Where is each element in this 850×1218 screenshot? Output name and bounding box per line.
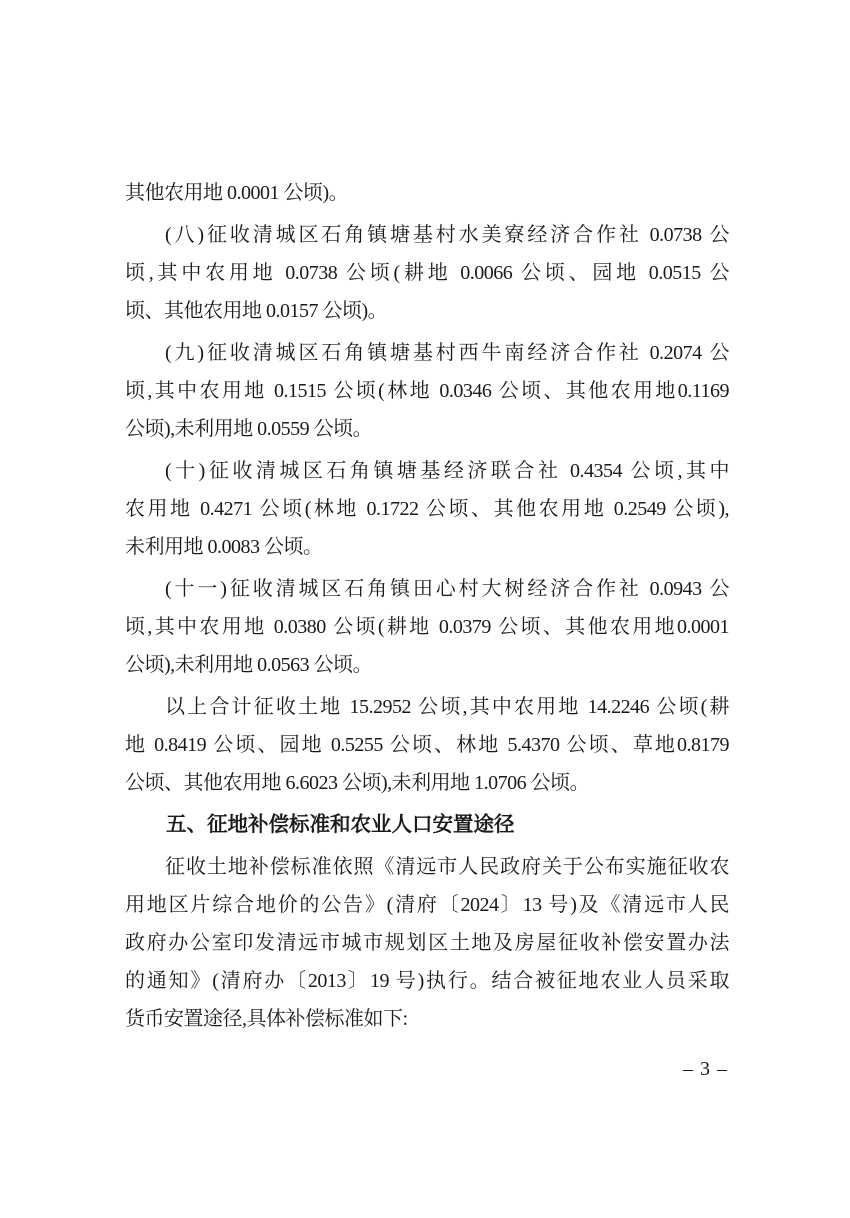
- text-line: 货币安置途径,具体补偿标准如下:: [125, 1008, 408, 1030]
- text-line: (九)征收清城区石角镇塘基村西牛南经济合作社 0.2074 公: [165, 342, 729, 364]
- text-line: 公顷、其他农用地 6.6023 公顷),未利用地 1.0706 公顷。: [125, 772, 590, 794]
- text-line: 顷,其中农用地 0.1515 公顷(林地 0.0346 公顷、其他农用地0.1169: [125, 380, 729, 402]
- text-line: 征收土地补偿标准依照《清远市人民政府关于公布实施征收农: [165, 856, 729, 878]
- text-line: 顷,其中农用地 0.0738 公顷(耕地 0.0066 公顷、园地 0.0515 公: [125, 262, 729, 284]
- text-line: 政府办公室印发清远市城市规划区土地及房屋征收补偿安置办法: [125, 932, 729, 954]
- text-line: 以上合计征收土地 15.2952 公顷,其中农用地 14.2246 公顷(耕: [165, 696, 729, 718]
- text-line: 其他农用地 0.0001 公顷)。: [125, 182, 349, 204]
- text-line: 五、征地补偿标准和农业人口安置途径: [166, 813, 515, 836]
- text-line: (八)征收清城区石角镇塘基村水美寮经济合作社 0.0738 公: [165, 224, 729, 246]
- document-content: [125, 174, 729, 1038]
- text-line: 顷、其他农用地 0.0157 公顷)。: [125, 300, 388, 322]
- text-line: (十)征收清城区石角镇塘基经济联合社 0.4354 公顷,其中: [165, 460, 729, 482]
- page-number: – 3 –: [683, 1058, 728, 1080]
- text-line: 未利用地 0.0083 公顷。: [125, 536, 323, 558]
- text-line: 公顷),未利用地 0.0559 公顷。: [125, 418, 373, 440]
- text-line: 顷,其中农用地 0.0380 公顷(耕地 0.0379 公顷、其他农用地0.0001: [125, 616, 729, 638]
- text-line: 农用地 0.4271 公顷(林地 0.1722 公顷、其他农用地 0.2549 公顷),: [125, 498, 729, 520]
- text-line: 公顷),未利用地 0.0563 公顷。: [125, 654, 373, 676]
- text-line: (十一)征收清城区石角镇田心村大树经济合作社 0.0943 公: [165, 578, 729, 600]
- text-line: 用地区片综合地价的公告》(清府〔2024〕13 号)及《清远市人民: [125, 894, 729, 916]
- text-line: 的通知》(清府办〔2013〕19 号)执行。结合被征地农业人员采取: [125, 970, 729, 992]
- text-line: 地 0.8419 公顷、园地 0.5255 公顷、林地 5.4370 公顷、草地0.8179: [125, 734, 729, 756]
